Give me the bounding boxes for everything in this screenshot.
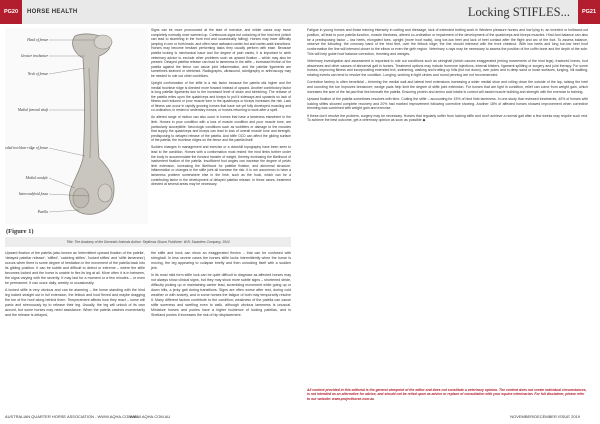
paragraph: Sudden changes in management and exercise or a downhill topography have been seen to lead to the condition. Horses with a conformation must rested: the hind limbs further under the body to accommodate the forward transfer of weight, thereby increasing the likelihood of inadvertent fixation of the patella. Insufficient foot angles can increase the degree of pelvic limb extension, increasing the likelihood for patellar fixation, and abnormal structure, inflammation or changes in the stifle joint all increase the risk. It is not uncommon to have a lameness problem somewhere else in the limb, such as the hock, which can be a contributing factor in the development of delayed patellar release. In these cases, treatment directed at several areas may be necessary. (151, 145, 291, 187)
paragraph: Corrective farriery is often beneficial – trimming the medial wall and lateral heel extensions increasing a wider medial shoe and rolling down the outside of the lap, raising the heel and rounding the toe improves breakover; wedge pads help limit the degree of stifle joint extension. For horses that are light in condition, relief can come from weight gain, which increases the size of the fat pad that lies beneath the patella. Ensuring protein and amino acid intake is correct will assist muscle building and strength with the exercise to training. (307, 80, 588, 94)
disclaimer: All content provided in this editorial is the general viewpoint of the editor and does not constitute a veterinary opinion. The content does not create individual circumstances, is not intended as an alternative for advice, and should not be relied upon as advice or replace of consultation with your equine veterinarian. For full disclaimer, please refer to our website: www.projecthorse.com.au (307, 388, 587, 401)
footer-issue: NOVEMBER/DECEMBER ISSUE 2019 (510, 414, 580, 419)
paragraph: Fatigue in young horses and those training intensely in cutting and dressage, lack of extended trotting work in Western pleasure horses and low lying in, an inverted or hollowed-out position, all lead to poor patella function, muscle tiredness, altered co-ordination or impairment of the development of the quadriceps and biceps muscles. Hind-foot balance can also be a predisposing factor – low heels, elongated toes, upright (more hoof walls), long toe-low heel and lack of heel contact after the flight and arc of the foot. To assess balance, observe the following: the coronary band of the hind feet, over the fetlock ridge; the line should intersect with the front chestnut. With low heels and long toe-low heel hoof conformation the line will intersect closer to the elbow or even the girth region. Veterinary x-rays may be necessary to assess the position of the coffin bone and the depth of the sole. This will help guide hoof balance correction, trimming and wedges. (307, 28, 588, 56)
fig-label-intercondyloid-fossa: Intercondyloid fossa (18, 192, 48, 196)
section-title: HORSE HEALTH (27, 9, 78, 15)
paragraph: Veterinary investigation and assessment is important to rule out conditions such as stringhalt (which causes exaggerated jerking movements of the hind legs), fractured bones, foot abscesses and other causes of abnormal gait in horses. Treatment options may include hormone injections, internal blisters, ligament splitting or surgery and joint therapy. For some horses, improving fitness and incorporating extended trot, swimming, walking and trotting up hills (but not down), over poles and in deep sand or loose surfaces, lunging, hill walking, rotating events can tend to resolve the condition. Lunging, working in tight circles and round penning are not recommended. (307, 58, 588, 78)
fig-label-medial-condyle: Medial condyle (25, 176, 48, 180)
left-column-2 (151, 251, 291, 320)
paragraph: Upright conformation of the stifle is a risk factor because the patella sits higher and the medial trochlear ridge is directed more forward instead of upward. Another contributory factor is long patellar ligaments due to the increased level of strain and stretching. The release of the patella relies upon the quadriceps and biceps to pull it sideways and upwards so lack of fitness and reduced or poor muscle tone in the quadriceps or biceps increases the risk. Lack of fitness can occur in rapidly growing horses that have not yet fully developed muscling and co-ordination, in rested or sedentary horses, or horses returning to work after a spell. (151, 80, 291, 113)
fig-label-neck-of-femur: Neck of femur (27, 72, 48, 76)
paragraph: Upward fixation of the patella sometimes resolves with time. Cutting the stifle – accounting for 15% of hind limb lameness. In one study that reviewed treatments, 40% of horses with locking stifles showed complete recovery and 20% had marked improvement following corrective shoeing. Another 18% of affected horses showed improvement when corrective trimming was combined with weight gain and exercise. (307, 96, 588, 111)
figure-credit: Title: The Anatomy of the Domestic Animals Author: Septimus Sisson Publisher: W.B. Saunders Company, 1914 (5, 237, 291, 247)
paragraph: Signs can be more pronounced at the start of exercise, and milder cases may move completely normally once warmed up. Continuous signs but unlocking of the hind end (which can lead to stumbling in the front end and occasionally falling). Horses may have difficulty jumping in one or both leads, and often have awkward canter-trot and canter-walk transitions. Horses may become hesitant performing tasks they usually perform with ease. Because patella locking is mechanical issue and the degree of pain varies, it is important to seek veterinary advice to exclude other problems such as upward fixation – which may also be present. Delayed patellar release can lead to lameness in the stifle – increased friction of the patella against the femur can cause joint inflammation, and the patellar ligaments are sometimes strained or stretched. Radiographs, ultrasound, scintigraphy or arthroscopy may be needed to rule out other conditions. (151, 28, 291, 78)
fig-label-medial-femoral-shaft: Medial femoral shaft (17, 108, 48, 112)
paragraph: the stifle and hock can show an exaggerated flexion – that can be confused with stringhalt. In less severe cases the horses stifle locks intermittently when the horse is moving, the leg appearing to collapse briefly and then unlocking itself with a sudden jerk. (151, 251, 291, 270)
footer-website: WWW.AQHA.COM.AU (129, 414, 171, 419)
right-column-1 (151, 28, 291, 189)
right-column-2 (307, 28, 588, 125)
right-footer (129, 410, 600, 424)
article-title: Locking STIFLES... (467, 5, 570, 19)
fig-label-patella: Patella (37, 210, 48, 214)
paragraph: An altered range of motion can also occur in horses that have a lameness elsewhere in the limb. Horses in poor condition with a loss of muscle condition and poor muscle tone, are particularly susceptible. Neurologic conditions such as wobblers or damage to the muscles that supply the quadriceps and biceps can lead to loss of overall muscle tone and strength, predisposing to delayed release of the patella. And stifle OCD can affect the gliding surface of the patella, the trochlear ridges on the femur and the patella itself. (151, 115, 291, 143)
left-column-1 (5, 251, 145, 320)
paragraph: If these don't resolve the problem, surgery may be necessary. Horses that regularly suffer from locking stifle and don't achieve a normal gait after a few weeks may require such rest. To achieve the best outcome, get a veterinary opinion as soon as possible ◆ (307, 113, 588, 123)
paragraph: In its most mild form stifle lock can be quite difficult to diagnose as affected horses may not always show clinical signs, but they may show more subtle signs – shortened stride, difficulty picking up or maintaining canter lead, scrambling movement while going up or down hills, a jerky gait during transitions. Signs are often worse after rest, during cold weather or with anxiety, and in some horses the fatigue of both may temporarily resolve it. Many different factors contribute to the condition; weakness of the patella can cause stifle soreness and swelling even to walk, although obvious lameness is unusual. Miniature horses and ponies have a higher incidence of locking patellas, and in Shetland ponies it increases the risk of hip displacement. (151, 273, 291, 317)
paragraph: Upward fixation of the patella (also known as 'intermittent upward fixation of the patella', 'delayed patellar release', 'stifled', 'catching stifles', 'locked stifles' and 'stifle lameness') occurs when there is some degree of hesitation in the movement of the patella back into its gliding position. It can be subtle and difficult to detect or extreme – where the stifle becomes locked and the horse is unable to flex its leg at all. More often it is in between, the signs varying with the severity. It may last for a moment or a few minutes – or even be permanent. It can occur daily, weekly or occasionally. (5, 251, 145, 285)
fig-label-greater-trochanter: Greater trochanter (20, 54, 48, 58)
femur-illustration (5, 28, 148, 224)
footer-text: AUSTRALIAN QUARTER HORSE ASSOCIATION - WWW.AQHA.COM.AU (5, 414, 139, 419)
page-number-left: PG20 (0, 0, 22, 24)
paragraph: A locked stifle is very obvious and can be alarming – the horse standing with the hind leg locked straight out in full extension, the fetlock and hoof flexed and maybe dragging the toe of the hoof along behind them. Temperament affects how they react – some will panic and strenuously try to release their leg. Usually, the leg will unlock of its own accord, but some horses may need assistance. When the patella catches momentarily and the release is delayed, (5, 288, 145, 317)
figure-caption: (Figure 1) (6, 228, 34, 235)
fig-label-head-of-femur: Head of femur (27, 38, 48, 42)
page-number-right: PG21 (578, 0, 600, 24)
fig-label-medial-trochlear-ridge: Medial trochlear ridge of femur (5, 146, 48, 150)
stifle-anatomy-figure (5, 28, 148, 224)
